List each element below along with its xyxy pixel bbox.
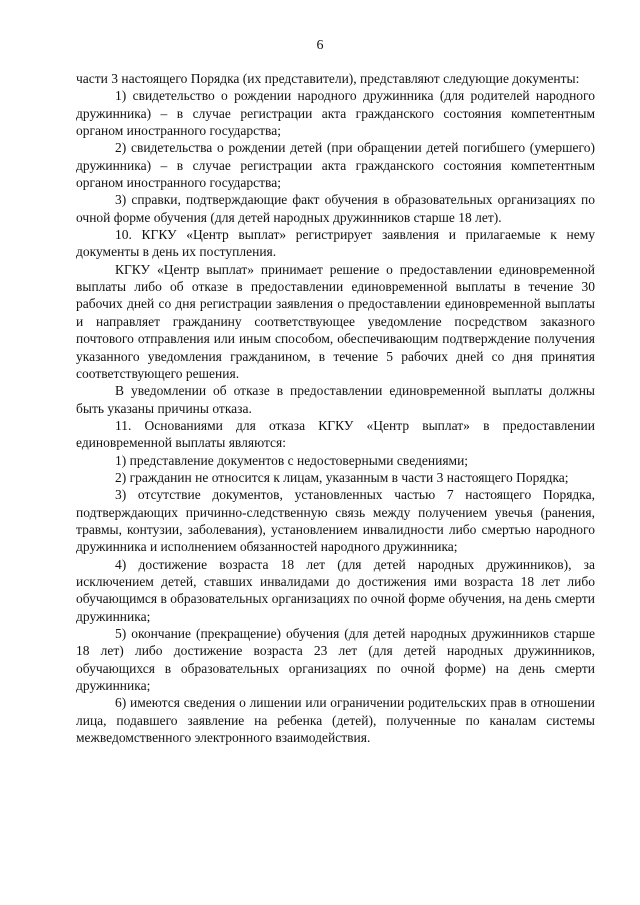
paragraph-refusal-ground-3: 3) отсутствие документов, установленных частью 7 настоящего Порядка, подтверждающих причинно-следственную связь между получением увечья (ранения, травмы, контузии, заболевания), установлением инвалидности либо смертью народного дружинника и исполнением обязанностей народного дружинника; xyxy=(76,487,595,555)
paragraph-item-birth-certificate-children: 2) свидетельства о рождении детей (при обращении детей погибшего (умершего) дружинника) – в случае регистрации акта гражданского состояния компетентным органом иностранного государства; xyxy=(76,140,595,191)
paragraph-section-11: 11. Основаниями для отказа КГКУ «Центр выплат» в предоставлении единовременной выплаты являются: xyxy=(76,417,595,451)
paragraph-item-study-certificates: 3) справки, подтверждающие факт обучения в образовательных организациях по очной форме обучения (для детей народных дружинников старше 18 лет). xyxy=(76,192,595,225)
paragraph-refusal-notice: В уведомлении об отказе в предоставлении единовременной выплаты должны быть указаны причины отказа. xyxy=(76,383,595,416)
paragraph-refusal-ground-5: 5) окончание (прекращение) обучения (для детей народных дружинников старше 18 лет) либо достижение возраста 23 лет (для детей народных дружинников, обучающихся в образовательных организациях по очной форме) на день смерти дружинника; xyxy=(76,626,595,694)
document-body xyxy=(76,70,595,746)
paragraph-refusal-ground-6: 6) имеются сведения о лишении или ограничении родительских прав в отношении лица, подавшего заявление на ребенка (детей), полученные по каналам системы межведомственного электронного взаимодействия. xyxy=(76,695,595,746)
paragraph-decision: КГКУ «Центр выплат» принимает решение о предоставлении единовременной выплаты либо об отказе в предоставлении единовременной выплаты в течение 30 рабочих дней со дня регистрации заявления о предоставлении единовременной выплаты и направляет гражданину соответствующее уведомление посредством заказного почтового отправления или иным способом, обеспечивающим подтверждение получения указанного уведомления гражданином, в течение 5 рабочих дней со дня принятия соответствующего решения. xyxy=(76,261,595,381)
paragraph-continuation: части 3 настоящего Порядка (их представители), представляют следующие документы: xyxy=(76,71,580,86)
paragraph-section-10: 10. КГКУ «Центр выплат» регистрирует заявления и прилагаемые к нему документы в день их поступления. xyxy=(76,227,595,260)
page-number: 6 xyxy=(316,38,324,53)
paragraph-item-birth-certificate-dnd: 1) свидетельство о рождении народного дружинника (для родителей народного дружинника) – в случае регистрации акта гражданского состояния компетентным органом иностранного государства; xyxy=(76,88,595,139)
paragraph-refusal-ground-1: 1) представление документов с недостоверными сведениями; xyxy=(115,452,469,468)
paragraph-refusal-ground-2: 2) гражданин не относится к лицам, указанным в части 3 настоящего Порядка; xyxy=(115,469,569,485)
paragraph-refusal-ground-4: 4) достижение возраста 18 лет (для детей народных дружинников), за исключением детей, ставших инвалидами до достижения ими возраста 18 лет либо обучающимся в образовательных организациях по очной форме обучения, на день смерти дружинника; xyxy=(76,556,595,624)
